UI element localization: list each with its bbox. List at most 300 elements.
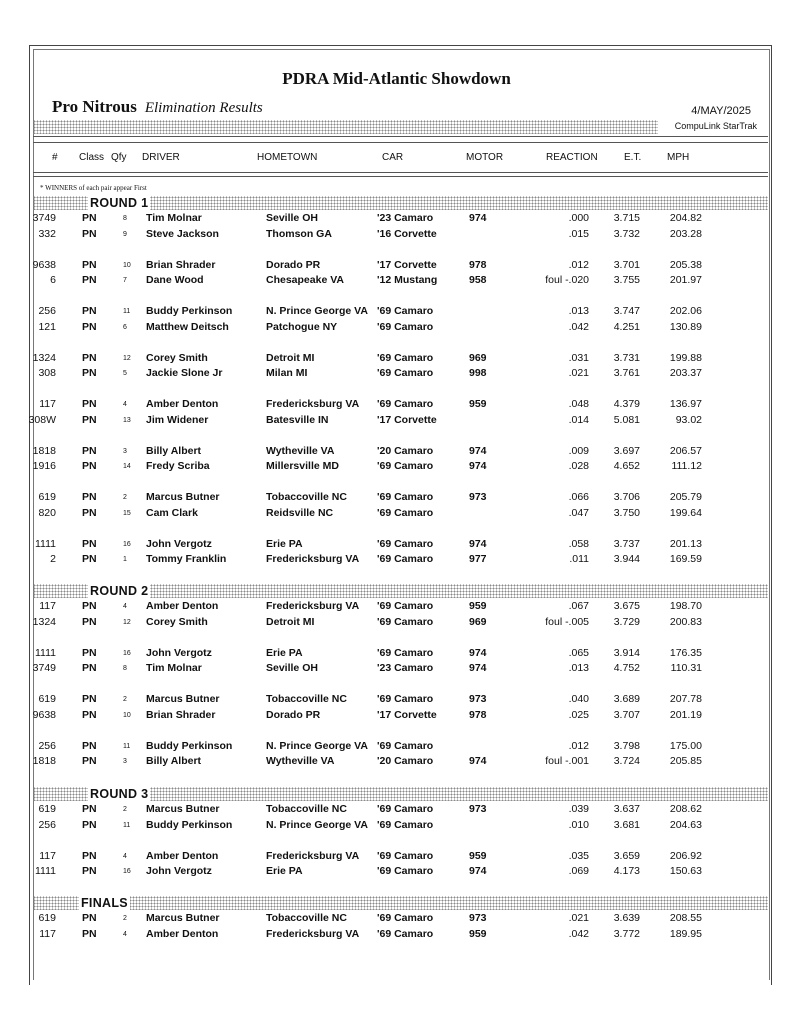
car-number: 820 [38, 506, 56, 519]
car: '69 Camaro [377, 849, 434, 862]
header-rule-bottom-2 [33, 176, 768, 177]
speed-mph: 204.82 [669, 212, 702, 224]
car-number: 117 [39, 927, 56, 940]
motor: 974 [469, 212, 487, 224]
subheading [52, 97, 263, 117]
elapsed-time: 4.379 [613, 398, 640, 410]
winners-note: * WINNERS of each pair appear First [40, 184, 147, 192]
class: PN [82, 755, 97, 767]
runner-up-row [0, 709, 793, 725]
reaction-time: .014 [568, 413, 589, 426]
col-mph-header: MPH [667, 152, 690, 163]
qualifying-position: 11 [123, 742, 131, 750]
hometown: Dorado PR [266, 258, 321, 271]
class: PN [82, 444, 97, 457]
speed-mph: 205.79 [669, 491, 702, 503]
reaction-time: .025 [568, 708, 589, 721]
driver-name: Buddy Perkinson [146, 739, 233, 752]
class: PN [82, 258, 97, 271]
reaction-time: .065 [568, 646, 589, 659]
class: PN [82, 927, 97, 940]
car: '69 Camaro [377, 739, 434, 752]
car: '69 Camaro [377, 600, 434, 612]
motor: 959 [469, 849, 487, 862]
motor: 959 [469, 398, 487, 410]
speed-mph: 198.70 [669, 600, 702, 612]
hometown: Seville OH [266, 212, 318, 224]
car: '69 Camaro [377, 927, 434, 940]
class: PN [82, 865, 97, 877]
col-num-header: # [52, 152, 58, 163]
runner-up-row [0, 865, 793, 881]
hometown: Chesapeake VA [266, 274, 345, 286]
winner-row [0, 538, 793, 554]
driver-name: Steve Jackson [146, 227, 219, 240]
motor: 974 [469, 865, 487, 877]
class: PN [82, 398, 97, 410]
reaction-time: .066 [568, 491, 589, 503]
col-reaction-header: REACTION [546, 152, 598, 163]
runner-up-row [0, 228, 793, 244]
elapsed-time: 3.750 [613, 506, 640, 519]
car: '69 Camaro [377, 615, 434, 628]
hometown: Erie PA [266, 646, 303, 659]
round-header [33, 584, 768, 598]
car: '12 Mustang [377, 274, 438, 286]
speed-mph: 111.12 [671, 460, 702, 472]
elapsed-time: 4.752 [613, 662, 640, 674]
qualifying-position: 13 [123, 416, 131, 424]
driver-name: Billy Albert [146, 755, 202, 767]
hometown: Seville OH [266, 662, 318, 674]
hometown: Wytheville VA [266, 755, 335, 767]
event-date: 4/MAY/2025 [691, 105, 751, 117]
qualifying-position: 10 [123, 261, 131, 269]
car: '20 Camaro [377, 444, 434, 457]
reaction-time: .031 [568, 351, 589, 364]
motor: 958 [469, 274, 487, 286]
car-number: 619 [38, 912, 56, 924]
speed-mph: 201.97 [669, 274, 702, 286]
winner-row [0, 398, 793, 414]
elapsed-time: 3.729 [613, 615, 640, 628]
round-header [33, 787, 768, 801]
qualifying-position: 2 [123, 494, 127, 501]
motor: 973 [469, 491, 487, 503]
speed-mph: 201.13 [669, 537, 702, 550]
class-name: Pro Nitrous [52, 97, 137, 116]
reaction-time: .058 [568, 537, 589, 550]
car: '69 Camaro [377, 553, 434, 565]
car: '69 Camaro [377, 646, 434, 659]
class: PN [82, 227, 97, 240]
speed-mph: 176.35 [669, 646, 702, 659]
hometown: N. Prince George VA [266, 739, 368, 752]
hometown: Wytheville VA [266, 444, 335, 457]
col-qfy-header: Qfy [111, 152, 127, 163]
reaction-time: .012 [568, 258, 589, 271]
car: '20 Camaro [377, 755, 434, 767]
elapsed-time: 3.761 [613, 367, 640, 379]
qualifying-position: 14 [123, 463, 131, 470]
driver-name: Buddy Perkinson [146, 305, 233, 317]
header-rule-top [33, 136, 768, 137]
winner-row [0, 693, 793, 709]
driver-name: Matthew Deitsch [146, 320, 229, 333]
class: PN [82, 849, 97, 862]
driver-name: Buddy Perkinson [146, 818, 233, 831]
hometown: Fredericksburg VA [266, 849, 360, 862]
speed-mph: 199.64 [669, 506, 702, 519]
car-number: 6 [50, 274, 56, 286]
motor: 974 [469, 662, 487, 674]
col-et-header: E.T. [624, 152, 642, 163]
hometown: Milan MI [266, 367, 308, 379]
car-number: 308W [28, 413, 56, 426]
runner-up-row [0, 819, 793, 835]
speed-mph: 202.06 [669, 305, 702, 317]
round-label: ROUND 2 [90, 584, 149, 598]
col-class-header: Class [79, 152, 105, 163]
driver-name: Marcus Butner [146, 803, 220, 815]
car-number: 1111 [34, 646, 56, 659]
col-car-header: CAR [382, 152, 404, 163]
car-number: 1916 [32, 460, 56, 472]
speed-mph: 205.85 [669, 755, 702, 767]
car-number: 256 [38, 818, 56, 831]
round-label: FINALS [81, 896, 128, 910]
car-number: 121 [38, 320, 56, 333]
class: PN [82, 413, 97, 426]
car: '69 Camaro [377, 865, 434, 877]
hometown: N. Prince George VA [266, 305, 368, 317]
hometown: Tobaccoville NC [266, 912, 347, 924]
runner-up-row [0, 662, 793, 678]
speed-mph: 169.59 [669, 553, 702, 565]
hometown: Detroit MI [266, 615, 315, 628]
qualifying-position: 8 [123, 665, 127, 672]
car-number: 1818 [32, 444, 56, 457]
speed-mph: 206.92 [669, 849, 702, 862]
motor: 974 [469, 537, 487, 550]
round-label: ROUND 1 [90, 196, 149, 210]
car-number: 117 [39, 398, 56, 410]
motor: 974 [469, 646, 487, 659]
car-number: 1111 [34, 865, 56, 877]
reaction-time: .048 [568, 398, 589, 410]
car: '69 Camaro [377, 693, 434, 705]
car: '69 Camaro [377, 460, 434, 472]
class: PN [82, 274, 97, 286]
qualifying-position: 11 [123, 821, 131, 829]
reaction-time: .021 [568, 367, 589, 379]
motor: 978 [469, 708, 487, 721]
runner-up-row [0, 321, 793, 337]
class: PN [82, 460, 97, 472]
winner-row [0, 305, 793, 321]
speed-mph: 93.02 [675, 413, 702, 426]
winner-row [0, 803, 793, 819]
car-number: 1324 [32, 615, 56, 628]
motor: 977 [469, 553, 487, 565]
class: PN [82, 506, 97, 519]
reaction-time: .042 [568, 927, 589, 940]
motor: 969 [469, 615, 487, 628]
winner-row [0, 912, 793, 928]
runner-up-row [0, 274, 793, 290]
car-number: 9638 [32, 708, 56, 721]
runner-up-row [0, 928, 793, 944]
driver-name: Brian Shrader [146, 258, 216, 271]
speed-mph: 208.62 [669, 803, 702, 815]
driver-name: Cam Clark [146, 506, 198, 519]
runner-up-row [0, 414, 793, 430]
hometown: Erie PA [266, 537, 303, 550]
car-number: 1324 [32, 351, 56, 364]
class: PN [82, 615, 97, 628]
motor: 973 [469, 803, 487, 815]
car: '17 Corvette [377, 708, 437, 721]
class: PN [82, 537, 97, 550]
speed-mph: 199.88 [669, 351, 702, 364]
car-number: 3749 [32, 662, 56, 674]
reaction-time: .035 [568, 849, 589, 862]
class: PN [82, 646, 97, 659]
car: '17 Corvette [377, 258, 437, 271]
col-hometown-header: HOMETOWN [257, 152, 318, 163]
qualifying-position: 9 [123, 230, 127, 238]
hometown: Detroit MI [266, 351, 315, 364]
driver-name: John Vergotz [146, 537, 212, 550]
elapsed-time: 3.914 [613, 646, 640, 659]
driver-name: John Vergotz [146, 865, 212, 877]
car-number: 256 [38, 739, 56, 752]
elapsed-time: 3.772 [613, 927, 640, 940]
hometown: Erie PA [266, 865, 303, 877]
qualifying-position: 12 [123, 618, 131, 626]
reaction-time: .013 [568, 662, 589, 674]
winner-row [0, 491, 793, 507]
driver-name: Marcus Butner [146, 491, 220, 503]
car-number: 1818 [32, 755, 56, 767]
col-driver-header: DRIVER [142, 152, 180, 163]
elapsed-time: 3.944 [613, 553, 640, 565]
elapsed-time: 3.732 [613, 227, 640, 240]
qualifying-position: 11 [123, 308, 131, 315]
runner-up-row [0, 616, 793, 632]
car: '69 Camaro [377, 491, 434, 503]
header-dot-band [33, 120, 658, 134]
round-header [33, 896, 768, 910]
winner-row [0, 352, 793, 368]
col-motor-header: MOTOR [466, 152, 504, 163]
qualifying-position: 3 [123, 758, 127, 765]
motor: 974 [469, 755, 487, 767]
car: '23 Camaro [377, 212, 434, 224]
round-label: ROUND 3 [90, 787, 149, 801]
qualifying-position: 8 [123, 215, 127, 222]
class: PN [82, 320, 97, 333]
car: '69 Camaro [377, 818, 434, 831]
driver-name: Jim Widener [146, 413, 209, 426]
timing-system: CompuLink StarTrak [674, 121, 757, 131]
class: PN [82, 367, 97, 379]
car-number: 619 [38, 491, 56, 503]
runner-up-row [0, 553, 793, 569]
hometown: Millersville MD [266, 460, 339, 472]
car-number: 332 [38, 227, 56, 240]
driver-name: Dane Wood [146, 274, 204, 286]
car: '69 Camaro [377, 398, 434, 410]
winner-row [0, 740, 793, 756]
qualifying-position: 7 [123, 277, 127, 284]
elapsed-time: 3.715 [613, 212, 640, 224]
speed-mph: 207.78 [669, 693, 702, 705]
driver-name: Tommy Franklin [146, 553, 227, 565]
class: PN [82, 491, 97, 503]
speed-mph: 200.83 [669, 615, 702, 628]
reaction-time: foul -.001 [545, 755, 589, 767]
hometown: Patchogue NY [266, 320, 338, 333]
reaction-time: .011 [569, 553, 589, 565]
elapsed-time: 3.747 [613, 305, 640, 317]
motor: 998 [469, 367, 487, 379]
driver-name: Fredy Scriba [146, 460, 210, 472]
elapsed-time: 5.081 [613, 413, 640, 426]
car: '23 Camaro [377, 662, 434, 674]
winner-row [0, 850, 793, 866]
reaction-time: .009 [568, 444, 589, 457]
qualifying-position: 3 [123, 447, 127, 455]
reaction-time: foul -.005 [545, 615, 589, 628]
elapsed-time: 3.706 [613, 491, 640, 503]
reaction-time: .012 [568, 739, 589, 752]
car: '17 Corvette [377, 413, 437, 426]
speed-mph: 150.63 [669, 865, 702, 877]
driver-name: Marcus Butner [146, 912, 220, 924]
qualifying-position: 2 [123, 915, 127, 922]
elapsed-time: 3.701 [613, 258, 640, 271]
car: '69 Camaro [377, 305, 434, 317]
driver-name: Brian Shrader [146, 708, 216, 721]
event-title: PDRA Mid-Atlantic Showdown [282, 69, 511, 88]
elapsed-time: 4.652 [613, 460, 640, 472]
qualifying-position: 5 [123, 370, 127, 377]
elapsed-time: 3.755 [613, 274, 640, 286]
class: PN [82, 912, 97, 924]
class: PN [82, 739, 97, 752]
car: '69 Camaro [377, 912, 434, 924]
reaction-time: .067 [568, 600, 589, 612]
driver-name: John Vergotz [146, 646, 212, 659]
speed-mph: 175.00 [669, 739, 702, 752]
reaction-time: .028 [568, 460, 589, 472]
speed-mph: 206.57 [669, 444, 702, 457]
hometown: Fredericksburg VA [266, 398, 360, 410]
car-number: 619 [38, 803, 56, 815]
driver-name: Amber Denton [146, 600, 219, 612]
driver-name: Marcus Butner [146, 693, 220, 705]
hometown: Tobaccoville NC [266, 693, 347, 705]
winner-row [0, 647, 793, 663]
class: PN [82, 553, 97, 565]
reaction-time: .021 [568, 912, 589, 924]
speed-mph: 110.31 [670, 662, 702, 674]
speed-mph: 205.38 [669, 258, 702, 271]
motor: 973 [469, 693, 487, 705]
car-number: 256 [38, 305, 56, 317]
class: PN [82, 212, 97, 224]
reaction-time: .047 [568, 506, 589, 519]
speed-mph: 203.37 [669, 367, 702, 379]
hometown: Batesville IN [266, 413, 329, 426]
results-label: Elimination Results [144, 100, 263, 116]
car-number: 2 [50, 553, 56, 565]
class: PN [82, 818, 97, 831]
motor: 959 [469, 927, 487, 940]
qualifying-position: 4 [123, 603, 127, 610]
header-rule-bottom [33, 172, 768, 173]
hometown: Fredericksburg VA [266, 600, 360, 612]
elapsed-time: 3.724 [613, 755, 640, 767]
motor: 969 [469, 351, 487, 364]
reaction-time: foul -.020 [545, 274, 589, 286]
motor: 974 [469, 460, 487, 472]
class: PN [82, 600, 97, 612]
runner-up-row [0, 367, 793, 383]
car: '69 Camaro [377, 320, 434, 333]
reaction-time: .040 [568, 693, 589, 705]
qualifying-position: 15 [123, 509, 131, 517]
driver-name: Tim Molnar [146, 662, 202, 674]
runner-up-row [0, 460, 793, 476]
car-number: 117 [39, 849, 56, 862]
elapsed-time: 3.639 [613, 912, 640, 924]
winner-row [0, 212, 793, 228]
car-number: 619 [38, 693, 56, 705]
qualifying-position: 10 [123, 711, 131, 719]
class: PN [82, 305, 97, 317]
motor: 978 [469, 258, 487, 271]
class: PN [82, 803, 97, 815]
driver-name: Amber Denton [146, 927, 219, 940]
motor: 974 [469, 444, 487, 457]
speed-mph: 203.28 [669, 227, 702, 240]
driver-name: Amber Denton [146, 398, 219, 410]
reaction-time: .013 [568, 305, 589, 317]
qualifying-position: 2 [123, 806, 127, 813]
qualifying-position: 4 [123, 852, 127, 860]
elapsed-time: 4.251 [613, 320, 640, 333]
hometown: Dorado PR [266, 708, 321, 721]
winner-row [0, 600, 793, 616]
elapsed-time: 4.173 [613, 865, 640, 877]
winner-row [0, 259, 793, 275]
elapsed-time: 3.731 [613, 351, 640, 364]
hometown: Tobaccoville NC [266, 491, 347, 503]
qualifying-position: 6 [123, 323, 127, 331]
elapsed-time: 3.637 [613, 803, 640, 815]
reaction-time: .042 [568, 320, 589, 333]
speed-mph: 136.97 [669, 398, 702, 410]
elapsed-time: 3.798 [613, 739, 640, 752]
reaction-time: .000 [568, 212, 589, 224]
driver-name: Amber Denton [146, 849, 219, 862]
elapsed-time: 3.681 [613, 818, 640, 831]
car-number: 3749 [32, 212, 56, 224]
elapsed-time: 3.737 [613, 537, 640, 550]
elapsed-time: 3.697 [613, 444, 640, 457]
